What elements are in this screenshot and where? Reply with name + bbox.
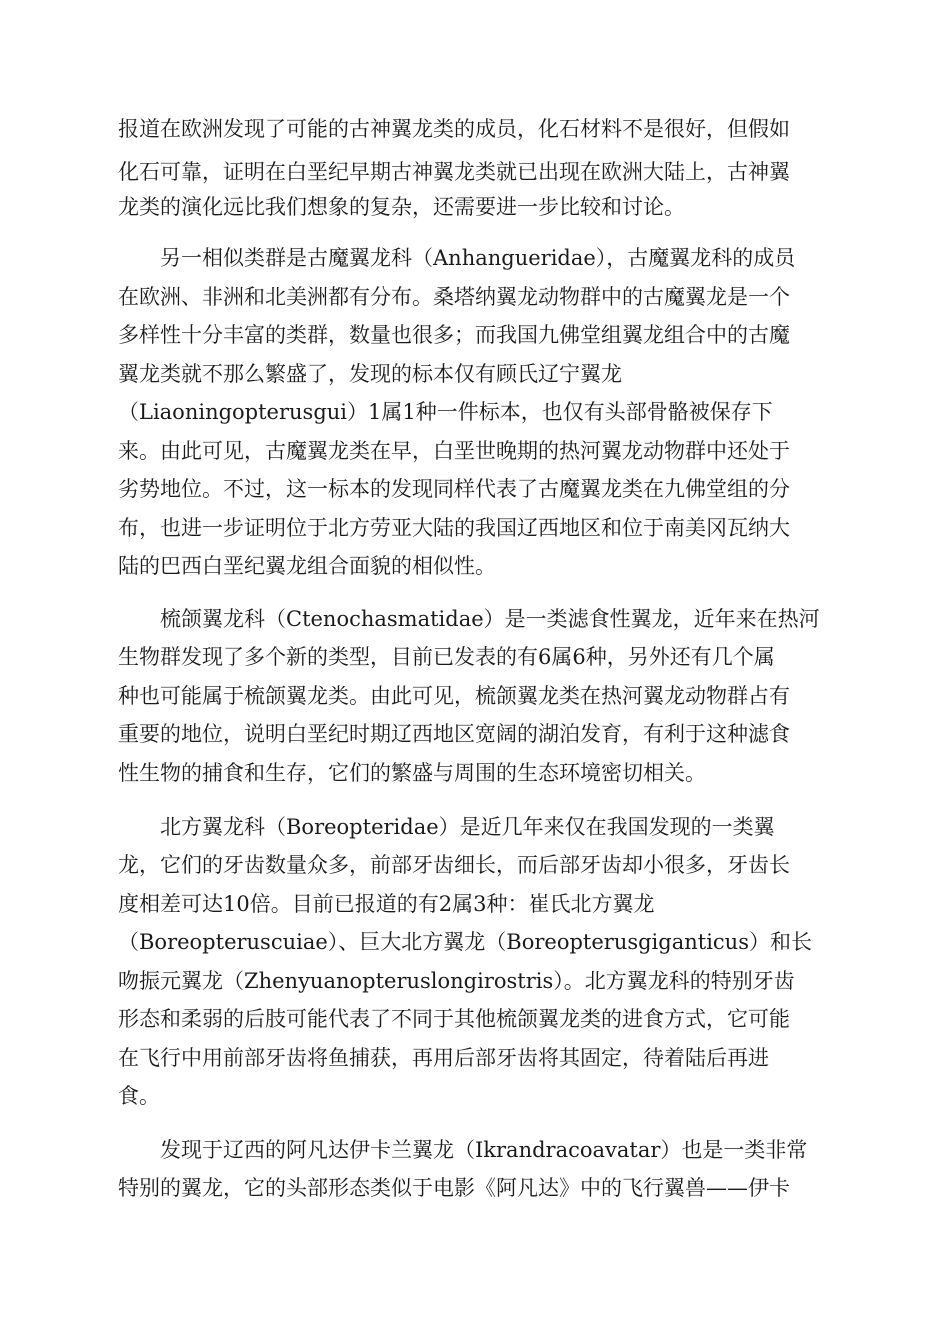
paragraph-1-line-3: 龙类的演化远比我们想象的复杂，还需要进一步比较和讨论。 [118, 195, 685, 219]
paragraph-2-line-4: 翼龙类就不那么繁盛了，发现的标本仅有顾氏辽宁翼龙 [118, 362, 622, 386]
paragraph-2-line-1: 另一相似类群是古魔翼龙科（Anhangueridae），古魔翼龙科的成员 [160, 246, 796, 270]
paragraph-3-line-5: 性生物的捕食和生存，它们的繁盛与周围的生态环境密切相关。 [118, 761, 706, 785]
paragraph-3-line-1: 梳颌翼龙科（Ctenochasmatidae）是一类滤食性翼龙，近年来在热河 [160, 607, 820, 631]
paragraph-2-line-2: 在欧洲、非洲和北美洲都有分布。桑塔纳翼龙动物群中的古魔翼龙是一个 [118, 285, 790, 309]
paragraph-4-line-3: 度相差可达10倍。目前已报道的有2属3种：崔氏北方翼龙 [118, 892, 655, 916]
paragraph-5-line-2: 特别的翼龙，它的头部形态类似于电影《阿凡达》中的飞行翼兽——伊卡 [118, 1176, 790, 1200]
paragraph-2-line-9: 陆的巴西白垩纪翼龙组合面貌的相似性。 [118, 554, 496, 578]
paragraph-3-line-2: 生物群发现了多个新的类型，目前已发表的有6属6种，另外还有几个属 [118, 645, 775, 669]
paragraph-3-line-4: 重要的地位，说明白垩纪时期辽西地区宽阔的湖泊发育，有利于这种滤食 [118, 722, 790, 746]
paragraph-4-line-8: 食。 [118, 1084, 160, 1108]
paragraph-3-line-3: 种也可能属于梳颌翼龙类。由此可见，梳颌翼龙类在热河翼龙动物群占有 [118, 684, 790, 708]
paragraph-2-line-7: 劣势地位。不过，这一标本的发现同样代表了古魔翼龙类在九佛堂组的分 [118, 477, 790, 501]
paragraph-4-line-5: 吻振元翼龙（Zhenyuanopteruslongirostris）。北方翼龙科的特别牙齿 [118, 969, 795, 993]
paragraph-5-line-1: 发现于辽西的阿凡达伊卡兰翼龙（Ikrandracoavatar）也是一类非常 [160, 1138, 808, 1162]
paragraph-4-line-4: （Boreopteruscuiae）、巨大北方翼龙（Boreopterusgiganticus）和长 [118, 930, 812, 954]
paragraph-2-line-6: 来。由此可见，古魔翼龙类在早，白垩世晚期的热河翼龙动物群中还处于 [118, 439, 790, 463]
paragraph-4-line-7: 在飞行中用前部牙齿将鱼捕获，再用后部牙齿将其固定，待着陆后再进 [118, 1046, 769, 1070]
paragraph-2-line-3: 多样性十分丰富的类群，数量也很多；而我国九佛堂组翼龙组合中的古魔 [118, 323, 790, 347]
paragraph-4-line-1: 北方翼龙科（Boreopteridae）是近几年来仅在我国发现的一类翼 [160, 815, 775, 839]
paragraph-1-line-2: 化石可靠，证明在白垩纪早期古神翼龙类就已出现在欧洲大陆上，古神翼 [118, 160, 790, 184]
paragraph-1-line-1: 报道在欧洲发现了可能的古神翼龙类的成员，化石材料不是很好，但假如 [118, 117, 790, 141]
paragraph-4-line-6: 形态和柔弱的后肢可能代表了不同于其他梳颌翼龙类的进食方式，它可能 [118, 1007, 790, 1031]
paragraph-2-line-5: （Liaoningopterusgui）1属1种一件标本，也仅有头部骨骼被保存下 [118, 400, 773, 424]
paragraph-2-line-8: 布，也进一步证明位于北方劳亚大陆的我国辽西地区和位于南美冈瓦纳大 [118, 516, 790, 540]
paragraph-4-line-2: 龙，它们的牙齿数量众多，前部牙齿细长，而后部牙齿却小很多，牙齿长 [118, 853, 790, 877]
